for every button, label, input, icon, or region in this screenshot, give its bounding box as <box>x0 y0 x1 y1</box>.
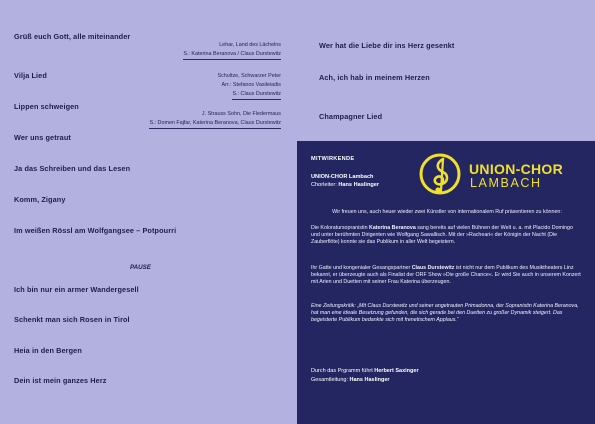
choir-leader: Chorleiter: Hans Haslinger <box>311 182 380 188</box>
song-title: Vilja Lied <box>14 71 47 80</box>
union-chor-logo <box>417 149 587 199</box>
treble-clef-icon <box>417 151 467 197</box>
durstewitz-paragraph: Ihr Gatte und kongenialer Gesangspartner Claus Durstewitz ist nicht nur dem Publikum des Musiktheaters Linz bekannt, er überzeugte auch als Finalist der ORF Show »Die große Chance«. Er wird Sie auch in unserem Konzert mit Arien und Duetten mit seiner Frau Katerina überzeugen. <box>311 265 581 286</box>
press-quote: Eine Zeitungskritik: „Mit Claus Durstewitz und seiner angetrauten Primadonna, der Sopranistin Katerina Beranova, hat man eine ideale Besetzung gefunden, die sich gerade bei den Duetten zu großer Dynamik steigert. Das begeisterte Publikum bedankte sich mit frenetischem Applaus.“ <box>311 303 579 324</box>
program-left-column <box>0 0 297 424</box>
credits <box>311 367 419 385</box>
song-title: Wer hat die Liebe dir ins Herz gesenkt <box>319 41 455 50</box>
song-title: Wer uns getraut <box>14 133 71 142</box>
song-title: Im weißen Rössl am Wolfgangsee – Potpourri <box>14 226 177 235</box>
song-title: Komm, Zigany <box>14 195 66 204</box>
director-credit: Gesamtleitung: Hans Haslinger <box>311 377 390 383</box>
program-right-column <box>149 0 595 141</box>
song-title: Champagner Lied <box>319 112 383 121</box>
performers-panel <box>297 141 595 424</box>
song-title: Heia in den Bergen <box>14 346 82 355</box>
intro-paragraph: Wir freuen uns, auch heuer wieder zwei Künstler von internationalem Ruf präsentieren zu können: <box>332 209 562 215</box>
song-title: Dein ist mein ganzes Herz <box>14 376 107 385</box>
song-title: Ach, ich hab in meinem Herzen <box>319 73 430 82</box>
performers-heading: MITWIRKENDE <box>311 156 355 162</box>
pause-label: PAUSE <box>130 264 151 271</box>
beranova-paragraph: Die Koloratursopranistin Katerina Beranova sang bereits auf vielen Bühnen der Welt u. a. mit Placido Domingo und unter berühmten Dirigenten wie Wolfgang Sawallisch. Mit der »Racheari« der Königin der Nacht (Die Zauberflöte) konnte sie das Publikum in aller Welt begeistern. <box>311 225 573 246</box>
song-title: Grüß euch Gott, alle miteinander <box>14 32 131 41</box>
choir-name: UNION-CHOR Lambach <box>311 174 374 180</box>
logo-city: LAMBACH <box>470 176 542 190</box>
song-credits: Schultze, Schwarzer Peter Arr.: Stefanos Vasileiadis S.: Claus Durstewitz <box>217 72 281 100</box>
host-credit: Durch das Prgramm führt Herbert Saxinger <box>311 368 419 374</box>
song-title: Ich bin nur ein armer Wandergesell <box>14 285 139 294</box>
song-credits: Lehar, Land des Lächelns S.: Katerina Beranova / Claus Durstewitz <box>183 41 281 60</box>
logo-name: UNION-CHOR <box>469 161 563 177</box>
song-title: Lippen schweigen <box>14 102 79 111</box>
song-credits: J. Strauss Sohn, Die Fledermaus S.: Domen Fajfar, Katerina Beranova, Claus Durstewitz <box>149 110 281 129</box>
song-title: Schenkt man sich Rosen in Tirol <box>14 315 130 324</box>
song-title: Ja das Schreiben und das Lesen <box>14 164 131 173</box>
